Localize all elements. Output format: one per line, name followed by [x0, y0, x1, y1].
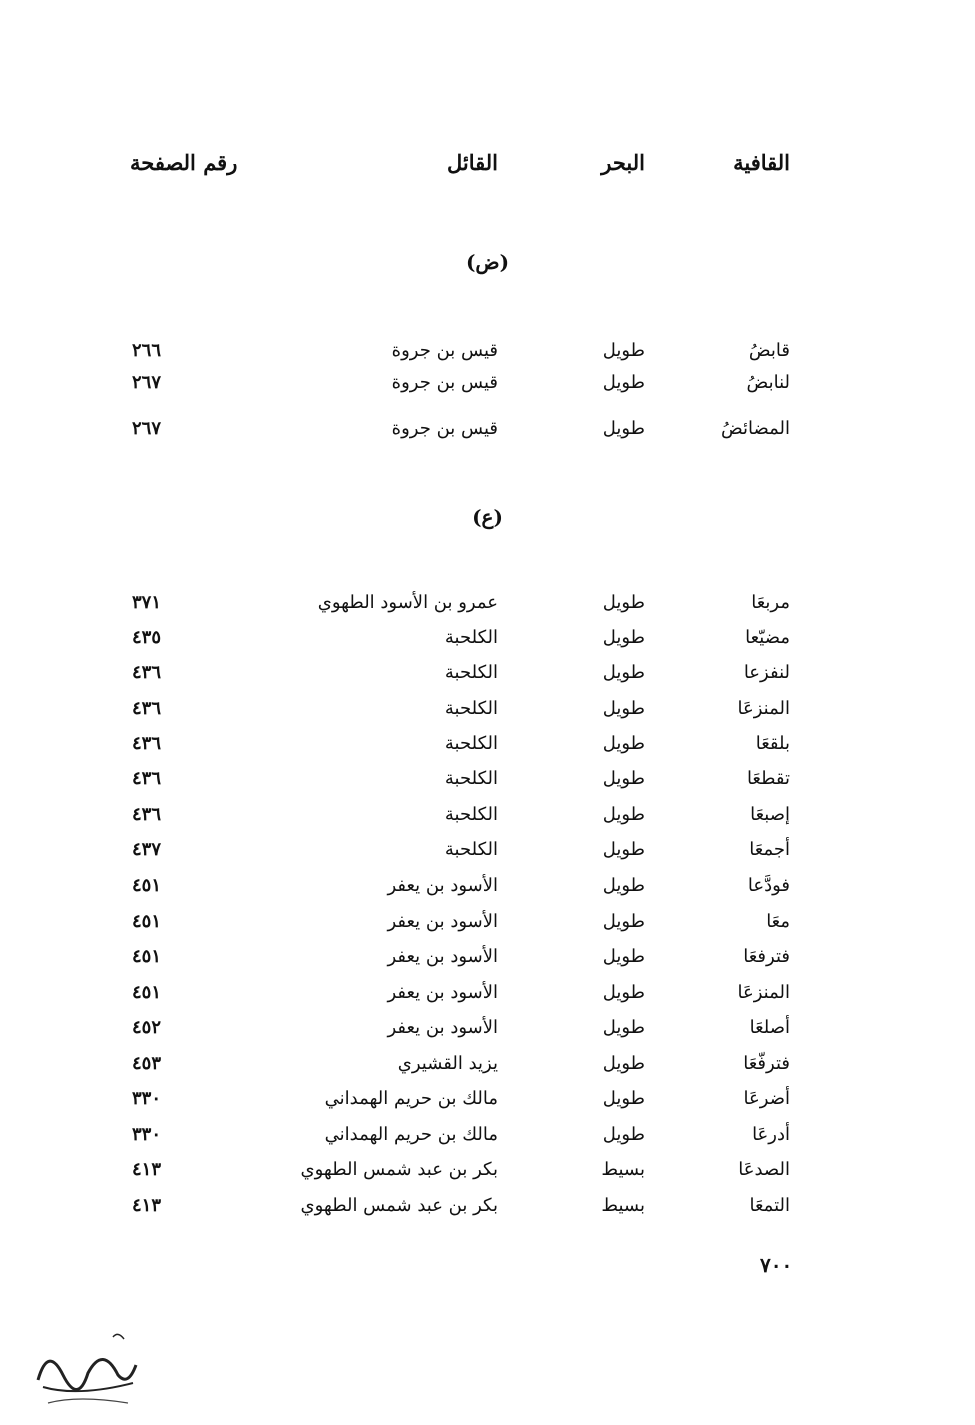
qafiya-cell: بلقعَا: [755, 733, 790, 754]
table-row: [0, 768, 975, 798]
page-number-cell: ٢٦٦: [132, 340, 162, 361]
qafiya-cell: مربعَا: [751, 592, 790, 613]
qa2il-cell: الكلحبة: [444, 768, 498, 789]
bahr-cell: طويل: [602, 592, 645, 613]
qafiya-cell: تقطعَا: [746, 768, 790, 789]
table-row: [0, 946, 975, 976]
page-number-cell: ٤٥١: [132, 946, 162, 967]
qafiya-cell: أصلعَا: [749, 1017, 790, 1038]
qa2il-cell: قيس بن جروة: [391, 418, 498, 439]
page-number-cell: ٤٣٧: [132, 839, 162, 860]
qa2il-cell: مالك بن حريم الهمداني: [324, 1088, 498, 1109]
header-qa2il: القائل: [446, 150, 498, 175]
page-number-cell: ٤٣٦: [132, 804, 162, 825]
bahr-cell: طويل: [602, 733, 645, 754]
table-row: [0, 839, 975, 869]
bahr-cell: طويل: [602, 982, 645, 1003]
page-number-cell: ٣٧١: [132, 592, 162, 613]
qafiya-cell: لنابضُ: [746, 372, 790, 393]
qa2il-cell: مالك بن حريم الهمداني: [324, 1124, 498, 1145]
bahr-cell: طويل: [602, 372, 645, 393]
table-row: [0, 875, 975, 905]
qafiya-cell: الصدعَا: [738, 1159, 790, 1180]
table-row: [0, 1053, 975, 1083]
table-row: [0, 1195, 975, 1225]
page-number-cell: ٤٥١: [132, 911, 162, 932]
qa2il-cell: بكر بن عبد شمس الطهوي: [300, 1195, 498, 1216]
qa2il-cell: عمرو بن الأسود الطهوي: [317, 592, 498, 613]
qafiya-cell: أضرعَا: [743, 1088, 790, 1109]
page-number-cell: ٤٣٦: [132, 733, 162, 754]
bahr-cell: طويل: [602, 662, 645, 683]
bahr-cell: طويل: [602, 1088, 645, 1109]
qafiya-cell: معَا: [766, 911, 790, 932]
table-row: [0, 627, 975, 657]
page-number-cell: ٤٥٢: [132, 1017, 162, 1038]
qa2il-cell: الكلحبة: [444, 733, 498, 754]
qa2il-cell: الأسود بن يعفر: [387, 911, 498, 932]
table-row: [0, 418, 975, 448]
table-row: [0, 372, 975, 402]
table-row: [0, 662, 975, 692]
header-bahr: البحر: [601, 150, 645, 175]
qafiya-cell: المضائضُ: [720, 418, 790, 439]
qafiya-cell: فترفعَا: [743, 946, 790, 967]
table-row: [0, 1124, 975, 1154]
section-letter-ayn: (ع): [472, 505, 503, 529]
qafiya-cell: أدرعَا: [752, 1124, 790, 1145]
page-number-cell: ٤٥١: [132, 875, 162, 896]
page-number-cell: ٤٣٦: [132, 698, 162, 719]
table-row: [0, 1088, 975, 1118]
bahr-cell: بسيط: [601, 1195, 645, 1216]
page-number-cell: ٢٦٧: [132, 372, 162, 393]
qa2il-cell: الكلحبة: [444, 698, 498, 719]
bahr-cell: طويل: [602, 340, 645, 361]
page-number-cell: ٤١٣: [132, 1195, 162, 1216]
qafiya-cell: أجمعَا: [749, 839, 790, 860]
qa2il-cell: بكر بن عبد شمس الطهوي: [300, 1159, 498, 1180]
uploader-stamp-logo: [18, 1325, 148, 1415]
bahr-cell: طويل: [602, 875, 645, 896]
qa2il-cell: قيس بن جروة: [391, 340, 498, 361]
qa2il-cell: الأسود بن يعفر: [387, 982, 498, 1003]
bahr-cell: طويل: [602, 1124, 645, 1145]
qafiya-cell: المنزعَا: [737, 982, 790, 1003]
page-number-cell: ٤٣٥: [132, 627, 162, 648]
qa2il-cell: الكلحبة: [444, 839, 498, 860]
table-row: [0, 340, 975, 370]
table-row: [0, 592, 975, 622]
bahr-cell: طويل: [602, 911, 645, 932]
calligraphy-stamp-icon: [18, 1325, 148, 1415]
page-number-cell: ٣٣٠: [132, 1124, 162, 1145]
qa2il-cell: الكلحبة: [444, 804, 498, 825]
qafiya-cell: لنفزعا: [743, 662, 790, 683]
table-row: [0, 733, 975, 763]
page-number-cell: ٢٦٧: [132, 418, 162, 439]
page-number-cell: ٤٣٦: [132, 768, 162, 789]
qa2il-cell: قيس بن جروة: [391, 372, 498, 393]
qafiya-cell: فودَّعا: [747, 875, 790, 896]
section-letter-dad: (ض): [465, 250, 510, 274]
qa2il-cell: الأسود بن يعفر: [387, 1017, 498, 1038]
page-folio-number: ٧٠٠: [760, 1253, 793, 1277]
bahr-cell: طويل: [602, 1053, 645, 1074]
qa2il-cell: الأسود بن يعفر: [387, 946, 498, 967]
bahr-cell: طويل: [602, 804, 645, 825]
bahr-cell: طويل: [602, 946, 645, 967]
bahr-cell: طويل: [602, 627, 645, 648]
qafiya-cell: إصبعَا: [750, 804, 790, 825]
table-row: [0, 1159, 975, 1189]
table-row: [0, 804, 975, 834]
qa2il-cell: الكلحبة: [444, 627, 498, 648]
table-row: [0, 698, 975, 728]
qafiya-cell: التمعَا: [749, 1195, 790, 1216]
bahr-cell: طويل: [602, 768, 645, 789]
qafiya-cell: قابضُ: [748, 340, 790, 361]
bahr-cell: بسيط: [601, 1159, 645, 1180]
qa2il-cell: يزيد القشيري: [397, 1053, 498, 1074]
qafiya-cell: فترفّعَا: [743, 1053, 790, 1074]
bahr-cell: طويل: [602, 698, 645, 719]
qafiya-cell: مضيّعا: [745, 627, 790, 648]
page-number-cell: ٤٣٦: [132, 662, 162, 683]
header-page-number: رقم الصفحة: [130, 150, 238, 175]
qafiya-cell: المنزعَا: [737, 698, 790, 719]
qa2il-cell: الأسود بن يعفر: [387, 875, 498, 896]
table-row: [0, 1017, 975, 1047]
page-number-cell: ٤٥٣: [132, 1053, 162, 1074]
bahr-cell: طويل: [602, 418, 645, 439]
page-number-cell: ٤١٣: [132, 1159, 162, 1180]
bahr-cell: طويل: [602, 1017, 645, 1038]
header-qafiya: القافية: [733, 150, 790, 175]
page-number-cell: ٤٥١: [132, 982, 162, 1003]
table-row: [0, 982, 975, 1012]
bahr-cell: طويل: [602, 839, 645, 860]
page-number-cell: ٣٣٠: [132, 1088, 162, 1109]
qa2il-cell: الكلحبة: [444, 662, 498, 683]
table-row: [0, 911, 975, 941]
